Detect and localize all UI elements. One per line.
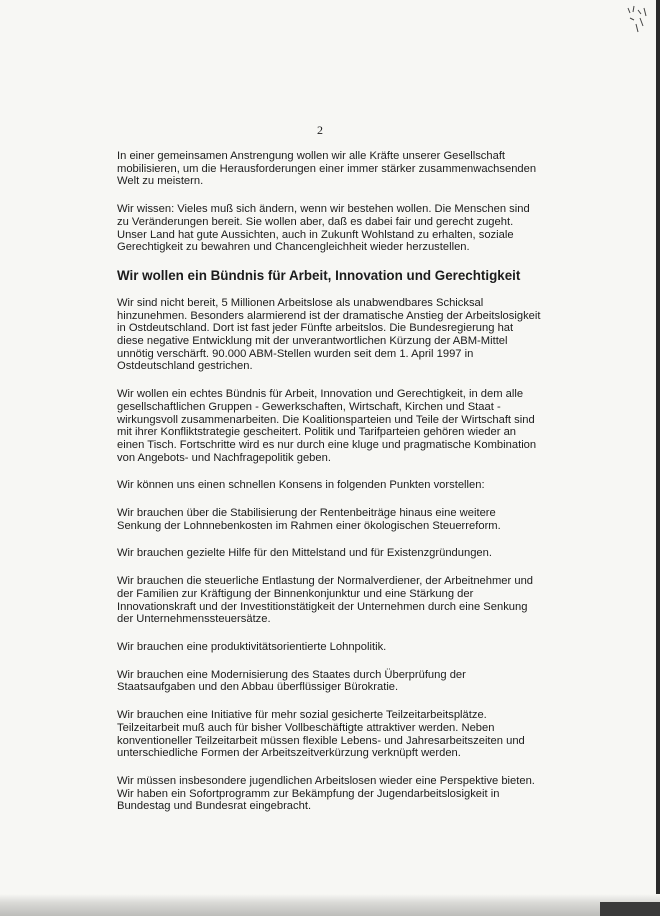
scan-edge-bottom: [0, 894, 660, 916]
section-paragraph-7: Wir brauchen eine produktivitätsorientierte Lohnpolitik.: [117, 640, 387, 653]
section-paragraph-8: Wir brauchen eine Modernisierung des Staates durch Überprüfung der Staatsaufgaben und den Abbau überflüssiger Bürokratie.: [117, 668, 466, 694]
section-paragraph-4: Wir brauchen über die Stabilisierung der Rentenbeiträge hinaus eine weitere Senkung der Lohnnebenkosten im Rahmen einer ökologischen Steuerreform.: [117, 507, 501, 532]
section-paragraph-3: Wir können uns einen schnellen Konsens in folgenden Punkten vorstellen:: [117, 479, 485, 492]
intro-paragraph-1: In einer gemeinsamen Anstrengung wollen wir alle Kräfte unserer Gesellschaft mobilisieren, um die Herausforderungen einer immer stärker zusammenwachsenden Welt zu meistern.: [117, 150, 537, 188]
scan-shadow-corner: [600, 902, 660, 916]
scan-edge-right: [656, 0, 660, 916]
section-paragraph-9: Wir brauchen eine Initiative für mehr sozial gesicherte Teilzeitarbeitsplätze. Teilzeitarbeit muß auch für bisher Vollbeschäftigte attraktiver werden. Neben konventioneller Teilzeitarbeit müssen flexible Lebens- und Jahresarbeitszeiten und unterschiedliche Formen der Arbeitszeitverkürzung verknüpft werden.: [117, 709, 525, 760]
document-body: [117, 150, 542, 828]
intro-paragraph-2: Wir wissen: Vieles muß sich ändern, wenn wir bestehen wollen. Die Menschen sind zu Veränderungen bereit. Sie wollen aber, daß es dabei fair und gerecht zugeht. Unser Land hat gute Aussichten, auch in Zukunft Wohlstand zu erhalten, soziale Gerechtigkeit zu bewahren und Chancengleichheit wieder herzustellen.: [117, 203, 530, 254]
section-paragraph-2: Wir wollen ein echtes Bündnis für Arbeit, Innovation und Gerechtigkeit, in dem alle gesellschaftlichen Gruppen - Gewerkschaften, Wirtschaft, Kirchen und Staat - wirkungsvoll zusammenarbeiten. Die Koalitionsparteien und Teile der Wirtschaft sind mit ihrer Konfliktstrategie gescheitert. Politik und Tarifparteien gehören wieder an einen Tisch. Fortschritte wird es nur durch eine kluge und pragmatische Kombination von Angebots- und Nachfragepolitik geben.: [117, 388, 537, 464]
section-paragraph-5: Wir brauchen gezielte Hilfe für den Mittelstand und für Existenzgründungen.: [117, 547, 492, 560]
page-number: 2: [317, 123, 323, 137]
section-paragraph-6: Wir brauchen die steuerliche Entlastung der Normalverdiener, der Arbeitnehmer und der Familien zur Kräftigung der Binnenkonjunktur und eine Stärkung der Innovationskraft und der Investitionstätigkeit der Unternehmen durch eine Senkung der Unternehmenssteuersätze.: [117, 575, 534, 626]
section-heading: Wir wollen ein Bündnis für Arbeit, Innovation und Gerechtigkeit: [117, 267, 521, 283]
section-paragraph-1: Wir sind nicht bereit, 5 Millionen Arbeitslose als unabwendbares Schicksal hinzunehmen. Besonders alarmierend ist der dramatische Anstieg der Arbeitslosigkeit in Ostdeutschland. Dort ist fast jeder Fünfte arbeitslos. Die Bundesregierung hat diese negative Entwicklung mit der unverantwortlichen Kürzung der ABM-Mittel unnötig verschärft. 90.000 ABM-Stellen wurden seit dem 1. April 1997 in Ostdeutschland gestrichen.: [117, 296, 541, 373]
section-paragraph-10: Wir müssen insbesondere jugendlichen Arbeitslosen wieder eine Perspektive bieten. Wir haben ein Sofortprogramm zur Bekämpfung der Jugendarbeitslosigkeit in Bundestag und Bundesrat eingebracht.: [117, 774, 535, 813]
scan-corner-marks: [610, 4, 650, 38]
